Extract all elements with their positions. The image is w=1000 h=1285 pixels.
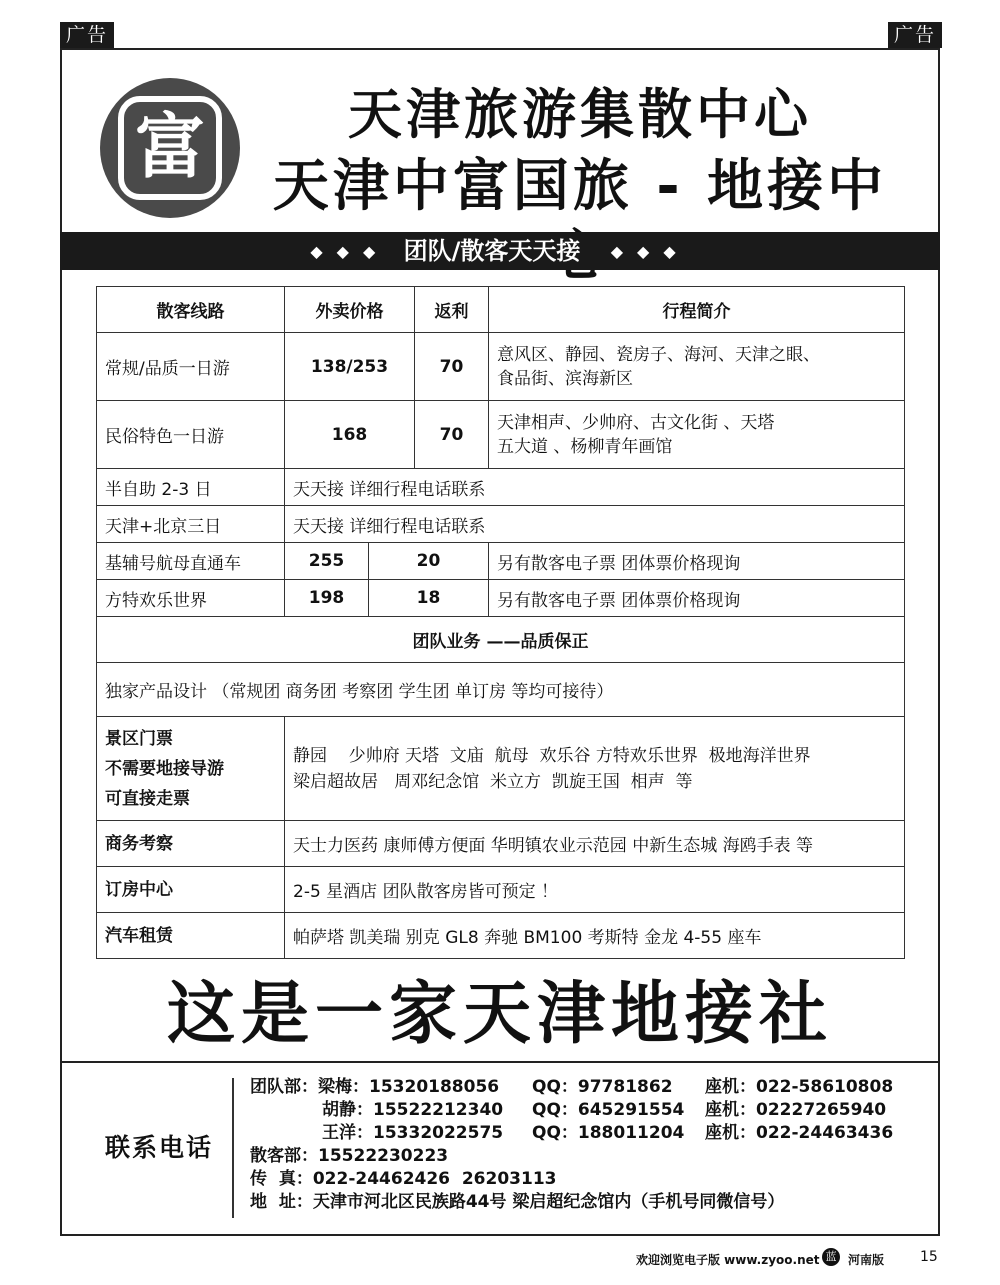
route-desc-line2: 食品街、滨海新区 — [497, 368, 633, 389]
ticket-price: 198 — [285, 580, 369, 617]
retail-phone: 散客部：15522230223 — [250, 1146, 449, 1166]
band-text: 团队/散客天天接 — [403, 237, 581, 265]
contact-landline: 座机：022-24463436 — [705, 1123, 894, 1143]
contact-landline: 座机：02227265940 — [705, 1100, 887, 1120]
contact-landline: 座机：022-58610808 — [705, 1077, 894, 1097]
route-desc — [489, 333, 905, 401]
table-row — [97, 543, 905, 580]
table-row — [97, 469, 905, 506]
contact-vertical-line — [232, 1078, 234, 1218]
diamond-left-icon: ◆◆◆ — [310, 242, 390, 261]
title-line-1: 天津旅游集散中心 — [348, 83, 812, 146]
table-row — [97, 506, 905, 543]
scenic-label-line3: 可直接走票 — [105, 788, 190, 809]
car-text: 帕萨塔 凯美瑞 别克 GL8 奔驰 BM100 考斯特 金龙 4-55 座车 — [285, 913, 905, 959]
route-rebate: 70 — [415, 401, 489, 469]
scenic-label-line1: 景区门票 — [105, 728, 173, 749]
exclusive-row — [97, 663, 905, 717]
car-label: 汽车租赁 — [97, 913, 285, 959]
slogan: 这是一家天津地接社 — [166, 975, 833, 1054]
logo-glyph: 富 — [118, 96, 222, 200]
ticket-price: 255 — [285, 543, 369, 580]
service-band — [60, 232, 940, 270]
title-line-2: 天津中富国旅 - 地接中 — [272, 154, 888, 219]
ticket-desc: 另有散客电子票 团体票价格现询 — [489, 580, 905, 617]
contact-name-phone: 团队部：梁梅：15320188056 — [250, 1077, 500, 1097]
route-rebate: 70 — [415, 333, 489, 401]
business-text: 天士力医药 康师傅方便面 华明镇农业示范园 中新生态城 海鸥手表 等 — [285, 821, 905, 867]
contact-qq: QQ：97781862 — [532, 1077, 673, 1097]
diamond-right-icon: ◆◆◆ — [610, 242, 690, 261]
route-name: 常规/品质一日游 — [97, 333, 285, 401]
lan-logo-icon: 蓝 — [822, 1248, 840, 1266]
scenic-row — [97, 717, 905, 821]
ticket-desc: 另有散客电子票 团体票价格现询 — [489, 543, 905, 580]
ticket-rebate: 18 — [369, 580, 489, 617]
header-route: 散客线路 — [97, 287, 285, 333]
route-desc-line1: 天津相声、少帅府、古文化街 、天塔 — [497, 412, 775, 433]
exclusive-text: 独家产品设计 （常规团 商务团 考察团 学生团 单订房 等均可接待） — [97, 663, 905, 717]
ticket-rebate: 20 — [369, 543, 489, 580]
contact-divider — [60, 1061, 940, 1063]
route-note: 天天接 详细行程电话联系 — [285, 469, 905, 506]
route-note: 天天接 详细行程电话联系 — [285, 506, 905, 543]
business-row — [97, 821, 905, 867]
business-label: 商务考察 — [97, 821, 285, 867]
hotel-row — [97, 867, 905, 913]
table-row — [97, 401, 905, 469]
footer-welcome: 欢迎浏览电子版 www.zyoo.net — [636, 1253, 820, 1267]
route-price: 138/253 — [285, 333, 415, 401]
header-price: 外卖价格 — [285, 287, 415, 333]
group-section-row — [97, 617, 905, 663]
header-desc: 行程简介 — [489, 287, 905, 333]
contact-qq: QQ：645291554 — [532, 1100, 685, 1120]
contact-qq: QQ：188011204 — [532, 1123, 685, 1143]
route-desc-line2: 五大道 、杨柳青年画馆 — [497, 436, 673, 457]
ad-tag-left: 广告 — [60, 22, 114, 48]
table-header-row — [97, 287, 905, 333]
contact-name-phone: 王洋：15332022575 — [322, 1123, 504, 1143]
scenic-label-line2: 不需要地接导游 — [105, 758, 224, 779]
car-row — [97, 913, 905, 959]
header-rebate: 返利 — [415, 287, 489, 333]
table-row — [97, 580, 905, 617]
scenic-list — [285, 717, 905, 821]
fax-number: 传 真：022-24462426 26203113 — [250, 1169, 557, 1189]
page-number: 15 — [920, 1249, 938, 1265]
scenic-list-line2: 梁启超故居 周邓纪念馆 米立方 凯旋王国 相声 等 — [293, 771, 693, 792]
table-row — [97, 333, 905, 401]
hotel-text: 2-5 星酒店 团队散客房皆可预定 ！ — [285, 867, 905, 913]
contact-name-phone: 胡静：15522212340 — [322, 1100, 504, 1120]
ad-tag-right: 广告 — [888, 22, 942, 48]
scenic-label — [97, 717, 285, 821]
address-text: 地 址：天津市河北区民族路44号 梁启超纪念馆内（手机号同微信号） — [250, 1192, 785, 1212]
group-section-title: 团队业务 ——品质保正 — [97, 617, 905, 663]
route-price: 168 — [285, 401, 415, 469]
hotel-label: 订房中心 — [97, 867, 285, 913]
route-name: 半自助 2-3 日 — [97, 469, 285, 506]
routes-table — [96, 286, 905, 959]
contact-label: 联系电话 — [105, 1133, 214, 1162]
route-desc-line1: 意风区、静园、瓷房子、海河、天津之眼、 — [497, 344, 820, 365]
scenic-list-line1: 静园 少帅府 天塔 文庙 航母 欢乐谷 方特欢乐世界 极地海洋世界 — [293, 745, 811, 766]
ticket-name: 基辅号航母直通车 — [97, 543, 285, 580]
route-name: 天津+北京三日 — [97, 506, 285, 543]
company-logo — [100, 78, 240, 218]
route-name: 民俗特色一日游 — [97, 401, 285, 469]
ticket-name: 方特欢乐世界 — [97, 580, 285, 617]
route-desc — [489, 401, 905, 469]
footer-edition: 河南版 — [848, 1253, 885, 1267]
